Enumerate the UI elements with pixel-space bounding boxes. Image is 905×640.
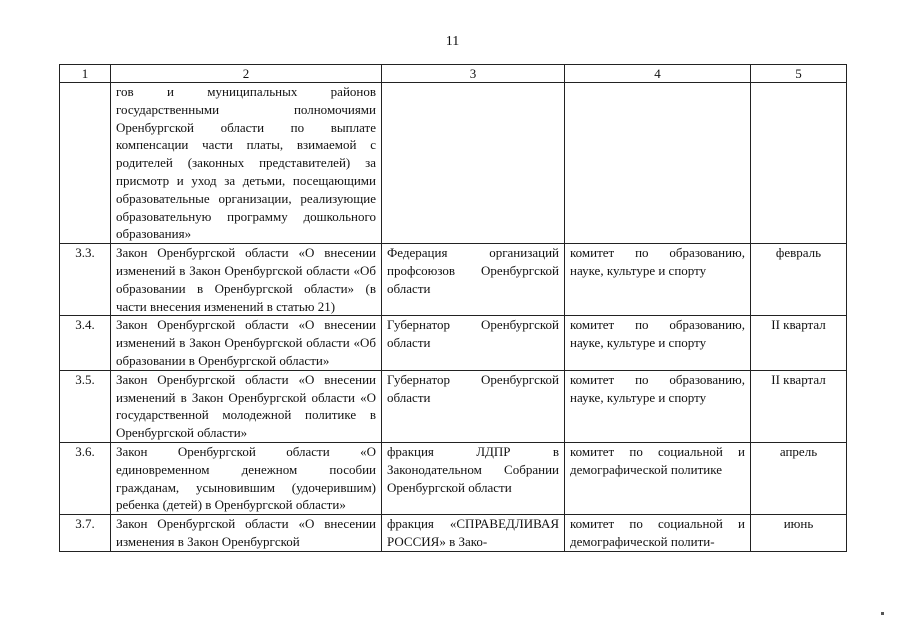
term: апрель <box>751 442 847 514</box>
table-row <box>60 370 847 442</box>
law-title: Закон Оренбургской области «О внесении изменений в Закон Оренбургской области «Об образовании в Оренбургской области» <box>111 316 382 370</box>
row-number: 3.6. <box>60 442 111 514</box>
initiator: Губернатор Оренбургской области <box>382 370 565 442</box>
column-header-4: 4 <box>565 65 751 83</box>
row-number: 3.7. <box>60 515 111 552</box>
row-number-cell <box>60 83 111 244</box>
responsible-committee: комитет по социальной и демографической полити- <box>565 515 751 552</box>
term: июнь <box>751 515 847 552</box>
initiator: Губернатор Оренбургской области <box>382 316 565 370</box>
law-title: Закон Оренбургской области «О внесении изменений в Закон Оренбургской области «Об образовании в Оренбургской области» (в части внесения изменений в статью 21) <box>111 244 382 316</box>
term: II квартал <box>751 316 847 370</box>
table-row <box>60 515 847 552</box>
law-title: Закон Оренбургской области «О единовременном денежном пособии гражданам, усыновившим (удочерившим) ребенка (детей) в Оренбургской области» <box>111 442 382 514</box>
table-row <box>60 316 847 370</box>
table-row-continuation <box>60 83 847 244</box>
law-title: Закон Оренбургской области «О внесении изменений в Закон Оренбургской области «О государственной молодежной политике в Оренбургской области» <box>111 370 382 442</box>
initiator-cell <box>382 83 565 244</box>
term: II квартал <box>751 370 847 442</box>
responsible-committee: комитет по образованию, науке, культуре и спорту <box>565 316 751 370</box>
table-row <box>60 442 847 514</box>
responsible-committee: комитет по образованию, науке, культуре и спорту <box>565 244 751 316</box>
column-header-1: 1 <box>60 65 111 83</box>
term-cell <box>751 83 847 244</box>
row-number: 3.5. <box>60 370 111 442</box>
header-row <box>60 65 847 83</box>
responsible-committee: комитет по социальной и демографической политике <box>565 442 751 514</box>
initiator: фракция «СПРАВЕДЛИВАЯ РОССИЯ» в Зако- <box>382 515 565 552</box>
column-header-3: 3 <box>382 65 565 83</box>
initiator: Федерация организаций профсоюзов Оренбургской области <box>382 244 565 316</box>
responsible-committee: комитет по образованию, науке, культуре и спорту <box>565 370 751 442</box>
row-number: 3.3. <box>60 244 111 316</box>
column-header-2: 2 <box>111 65 382 83</box>
continuation-text: гов и муниципальных районов государственными полномочиями Оренбургской области по выплате компенсации части платы, взимаемой с родителей (законных представителей) за присмотр и уход за детьми, посещающими образовательные организации, реализующие образовательную программу дошкольного образования» <box>111 83 382 244</box>
term: февраль <box>751 244 847 316</box>
committee-cell <box>565 83 751 244</box>
legislative-plan-table <box>59 64 847 552</box>
page-number: 11 <box>445 34 460 49</box>
column-header-5: 5 <box>751 65 847 83</box>
row-number: 3.4. <box>60 316 111 370</box>
scan-speck <box>881 612 884 615</box>
initiator: фракция ЛДПР в Законодательном Собрании Оренбургской области <box>382 442 565 514</box>
table-row <box>60 244 847 316</box>
law-title: Закон Оренбургской области «О внесении изменения в Закон Оренбургской <box>111 515 382 552</box>
